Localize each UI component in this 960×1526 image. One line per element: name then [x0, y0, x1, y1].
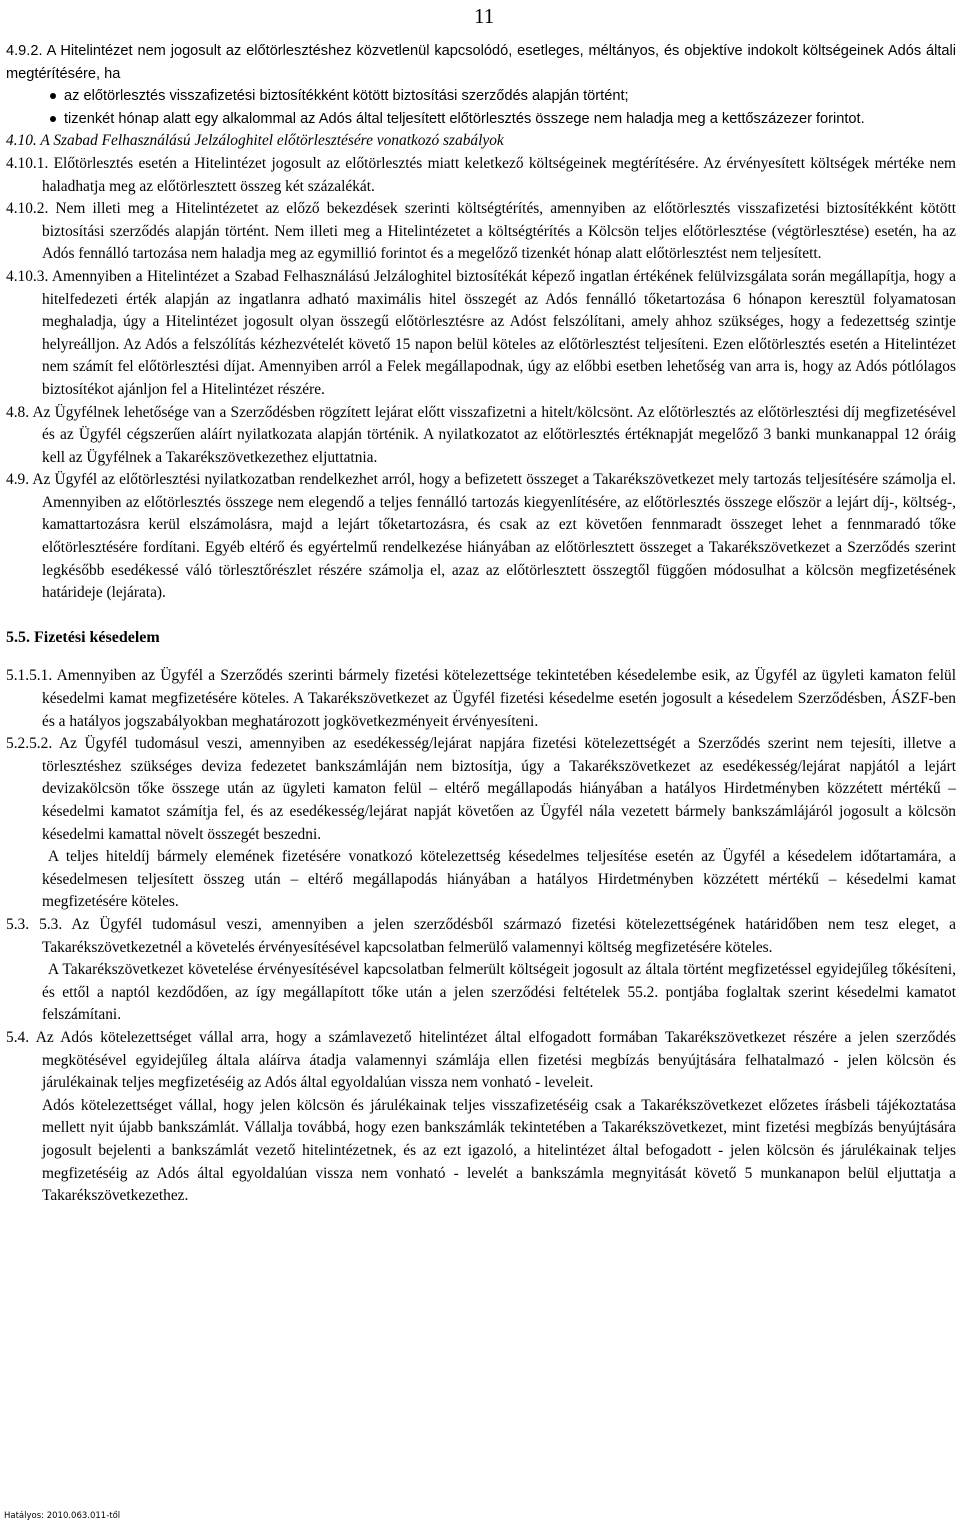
section-heading-4-10: 4.10. A Szabad Felhasználású Jelzáloghitel előtörlesztésére vonatkozó szabályok [6, 132, 504, 150]
section-heading-5-5: 5.5. Fizetési késedelem [6, 628, 160, 646]
paragraph-number: 4.10.2. [6, 200, 49, 218]
paragraph-5-3 [6, 914, 956, 959]
paragraph-number: 5.2.5.2. [6, 735, 53, 753]
paragraph-4-9 [6, 469, 956, 605]
paragraph-text: Az Adós kötelezettséget vállal arra, hogy a számlavezető hitelintézet által elfogadott formában Takarékszövetkezet részére a jelen szerződés megkötésével egyidejűleg általa aláírva átadja valamennyi számlája ellen fizetési megbízás benyújtására felhatalmazó - jelen kölcsön és járulékainak teljes megfizetéséig az Adós által egyoldalúan vissza nem vonható - leveleit. [35, 1028, 956, 1092]
paragraph-4-10-1 [6, 153, 956, 198]
paragraph-number: 5.1.5.1. [6, 667, 53, 685]
paragraph-5-4-continuation: Adós kötelezettséget vállal, hogy jelen kölcsön és járulékainak teljes visszafizetéséig csak a Takarékszövetkezet előzetes írásbeli tájékoztatása mellett nyit újabb bankszámlát. Vállalja továbbá, hogy ezen bankszámlák tekintetében a Takarékszövetkezet, mint fizetési megbízás benyújtására jogosult bejelenti a bankszámlát vezető hitelintézetnek, és az ezt igazoló, a hitelintézet által befogadott - jelen kölcsön és járulékainak teljes megfizetéséig az Adós által egyoldalúan vissza nem vonható - levelét a bankszámla megnyitását követő 5 munkanapon belül eljuttatja a Takarékszövetkezethez. [42, 1096, 956, 1205]
bullet-list [6, 85, 956, 130]
paragraph-5-2-5-2 [6, 733, 956, 846]
paragraph-5-3-continuation: A Takarékszövetkezet követelése érvényesítésével kapcsolatban felmerült költségeit jogosult az általa történt megfizetéssel egyidejűleg tőkésíteni, és ettől a naptól kezdődően, az így megállapított tőke után a jelen szerződési feltételek 55.2. pontjába foglaltak szerint késedelmi kamatot felszámítani. [42, 961, 956, 1024]
paragraph-text: 5.3. Az Ügyfél tudomásul veszi, amennyiben a jelen szerződésből származó fizetési kötelezettségének határidőben nem tesz eleget, a Takarékszövetkezetnél a követelés érvényesítésével kapcsolatban felmerülő valamennyi költség megfizetésére köteles. [39, 915, 956, 956]
paragraph-5-4 [6, 1027, 956, 1095]
paragraph-5-1-5-1 [6, 665, 956, 733]
section-4-9-2 [6, 40, 956, 130]
paragraph-text: A Hitelintézet nem jogosult az előtörlesztéshez közvetlenül kapcsolódó, esetleges, méltányos, és objektíve indokolt költségeinek Adós általi megtérítésére, ha [6, 43, 957, 82]
paragraph-text: Amennyiben az Ügyfél a Szerződés szerinti bármely fizetési kötelezettsége tekintetében késedelembe esik, az Ügyfél az ügyleti kamaton felül késedelmi kamat megfizetésére köteles. A Takarékszövetkezet az Ügyfél fizetési késedelme esetén jogosult a késedelem Szerződésben, ÁSZF-ben és a hatályos jogszabályokban meghatározott jogkövetkezményeit érvényesíteni. [42, 667, 956, 730]
paragraph-text: Előtörlesztés esetén a Hitelintézet jogosult az előtörlesztés miatt keletkező költségeinek megtérítésére. Az érvényesített költségek mértéke nem haladhatja meg az előtörlesztett összeg két százalékát. [42, 154, 956, 195]
paragraph-text: Az Ügyfél az előtörlesztési nyilatkozatban rendelkezhet arról, hogy a befizetett összeget a Takarékszövetkezet mely tartozás teljesítésére számolja el. Amennyiben az előtörlesztés összege nem elegendő a teljes fennálló tartozás kiegyenlítésére, az előtörlesztés összege először a lejárt díj-, költség-, kamattartozásra kerül elszámolásra, majd a lejárt tőketartozásra, és csak az ezt követően fennmaradt összeget lehet a fennmaradó tőke előtörlesztésére fordítani. Egyéb eltérő és egyértelmű rendelkezése hiányában az előtörlesztett összeget a Takarékszövetkezet a Szerződés szerint legkésőbb esedékessé váló törlesztőrészlet részére számolja el, azaz az előtörlesztett összegtől függően módosulhat a kölcsön megfizetésének határideje (lejárata). [32, 471, 956, 602]
paragraph-number: 5.3. [6, 915, 30, 933]
paragraph-number: 4.10.3. [6, 267, 49, 285]
list-item: az előtörlesztés visszafizetési biztosítékként kötött biztosítási szerződés alapján történt; [64, 85, 956, 108]
document-body [6, 40, 956, 1208]
paragraph-number: 4.8. [6, 403, 30, 421]
paragraph-number: 4.10.1. [6, 154, 49, 172]
paragraph-number: 4.9. [6, 471, 30, 489]
paragraph-number: 5.4. [6, 1028, 30, 1046]
paragraph-5-2-continuation: A teljes hiteldíj bármely elemének fizetésére vonatkozó kötelezettség késedelmes teljesítése esetén az Ügyfél a késedelem időtartamára, a késedelmesen teljesített összeg után – eltérő megállapodás hiányában a hatályos Hirdetményben közzétett mértékű – késedelmi kamat megfizetésére köteles. [42, 848, 956, 911]
paragraph-text: Amennyiben a Hitelintézet a Szabad Felhasználású Jelzáloghitel biztosítékát képező ingatlan értékének felülvizsgálata során megállapítja, hogy a hitelfedezeti érték alapján az ingatlanra adható maximális hitel összegét az Adós fennálló tőketartozása 6 hónapon keresztül folyamatosan meghaladja, úgy a Hitelintézet jogosult olyan összegű előtörlesztésre az Adóst felszólítani, amely ahhoz szükséges, hogy a fedezettség szintje helyreálljon. Az Adós a felszólítás kézhezvételét követő 15 napon belül köteles az előtörlesztést teljesíteni. Ezen előtörlesztés esetén a Hitelintézet nem számít fel előtörlesztési díjat. Amennyiben arról a Felek megállapodnak, úgy az előbbi esetben lehetőség van arra is, hogy az Adós pótlólagos biztosítékot ajánljon fel a Hitelintézet részére. [42, 267, 956, 398]
list-item: tizenkét hónap alatt egy alkalommal az Adós által teljesített előtörlesztés összege nem haladja meg a kettőszázezer forintot. [64, 108, 956, 131]
page-number: 11 [474, 4, 495, 28]
paragraph-number: 4.9.2. [6, 43, 43, 59]
footer-validity: Hatályos: 2010.063.011-től [4, 1511, 121, 1521]
paragraph-4-10-2 [6, 198, 956, 266]
paragraph-4-8 [6, 402, 956, 470]
paragraph-4-9-2 [6, 40, 956, 85]
paragraph-text: Az Ügyfél tudomásul veszi, amennyiben az esedékesség/lejárat napjára fizetési kötelezettségét a Szerződés szerint nem tejesíti, illetve a törlesztéshez szükséges deviza fedezetet bankszámláján nem biztosítja, úgy a Takarékszövetkezet az esedékesség/lejárat napjától a lejárt devizakölcsön tőke összege után az ügyleti kamaton felül – eltérő megállapodás hiányában a hatályos Hirdetményben közzétett mértékű – késedelmi kamatot számítja fel, és az esedékesség/lejárat napját követően az Ügyfél nála vezetett bármely bankszámlájáról jogosult a kölcsön késedelmi kamattal növelt összegét beszedni. [42, 735, 957, 843]
paragraph-text: Nem illeti meg a Hitelintézetet az előző bekezdések szerinti költségtérítés, amennyiben az előtörlesztés visszafizetési biztosítékként kötött biztosítási szerződés alapján történt. Nem illeti meg a Hitelintézetet a költségtérítés a Kölcsön teljes előtörlesztése (végtörlesztése) esetén, ha az Adós fennálló tartozása nem haladja meg az egymillió forintot és a megelőző tizenkét hónap alatt előtörlesztést nem teljesített. [42, 200, 956, 263]
paragraph-text: Az Ügyfélnek lehetősége van a Szerződésben rögzített lejárat előtt visszafizetni a hitelt/kölcsönt. Az előtörlesztés az előtörlesztési díj megfizetésével és az Ügyfél cégszerűen aláírt nyilatkozata alapján történik. A nyilatkozatot az előtörlesztés értéknapját megelőző 3 banki munkanappal 12 óráig kell az Ügyfélnek a Takarékszövetkezethez eljuttatnia. [32, 403, 956, 466]
paragraph-4-10-3 [6, 266, 956, 402]
